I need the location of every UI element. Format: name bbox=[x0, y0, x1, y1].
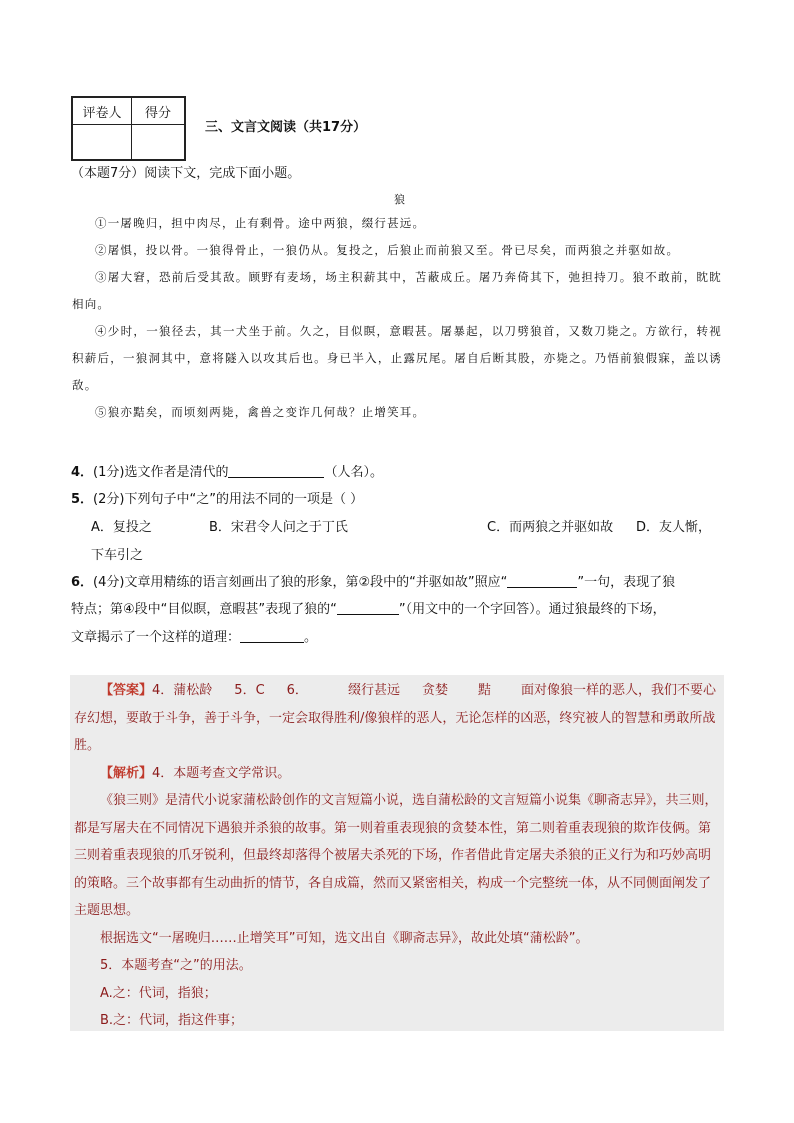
analysis-line bbox=[70, 760, 724, 788]
answer-6-3: 黠 bbox=[477, 683, 491, 698]
answer-tag: 【答案】 bbox=[100, 683, 153, 698]
answer-6-1: 缀行甚远 bbox=[347, 683, 400, 698]
option-text: 而两狼之并驱如故 bbox=[509, 520, 614, 535]
answer-blank[interactable] bbox=[337, 600, 399, 615]
analysis-4: 4．本题考查文学常识。 bbox=[152, 765, 291, 781]
option-d-continued: 下车引之 bbox=[91, 548, 144, 563]
analysis-5b: B.之：代词，指这件事； bbox=[100, 1013, 244, 1028]
answer-blank[interactable] bbox=[507, 573, 577, 588]
analysis-5: 5．本题考查“之”的用法。 bbox=[100, 958, 252, 973]
answer-4: 4．蒲松龄 bbox=[152, 683, 213, 698]
option-label: D． bbox=[636, 520, 660, 535]
analysis-body: 《狼三则》是清代小说家蒲松龄创作的文言短篇小说，选自蒲松龄的文言短篇小说集《聊斋志异》，共三则，都是写屠夫在不同情况下遇狼并杀狼的故事。第一则着重表现狼的贪婪本性，第二则着重表现狼的欺诈伎俩。第三则着重表现狼的爪牙锐利，但最终却落得个被屠夫杀死的下场，作者借此肯定屠夫杀狼的正义行为和巧妙高明的策略。三个故事都有生动曲折的情节，各自成篇，然而又紧密相关，构成一个完整统一体，从不同侧面阐发了主题思想。 bbox=[74, 793, 718, 918]
question-score: (1分) bbox=[93, 465, 125, 480]
analysis-5a: A.之：代词，指狼； bbox=[100, 985, 217, 1001]
passage-title: 狼 bbox=[394, 193, 405, 206]
question-5 bbox=[71, 488, 731, 507]
question-text: 下列句子中“之”的用法不同的一项是（ ） bbox=[124, 492, 364, 507]
question-number: 4． bbox=[71, 465, 94, 480]
question-text: （人名）。 bbox=[324, 465, 383, 480]
question-text: 。 bbox=[304, 630, 318, 645]
option-text: 宋君令人问之于丁氏 bbox=[230, 520, 348, 535]
option-label: A． bbox=[91, 520, 113, 535]
intro-text: （本题7分）阅读下文，完成下面小题。 bbox=[71, 166, 301, 181]
passage-paragraph: ⑤狼亦黠矣，而顷刻两毙，禽兽之变诈几何哉？止增笑耳。 bbox=[95, 405, 426, 419]
question-text: 文章用精练的语言刻画出了狼的形象，第②段中的“并驱如故”照应“ bbox=[124, 575, 508, 590]
question-text: ”（用文中的一个字回答）。通过狼最终的下场， bbox=[398, 602, 666, 617]
question-text: ”一句，表现了狼 bbox=[577, 575, 676, 590]
passage-paragraph: ④少时，一狼径去，其一犬坐于前。久之，目似瞑，意暇甚。屠暴起，以刀劈狼首，又数刀毙之。方欲行，转视积薪后，一狼洞其中，意将隧入以攻其后也。身已半入，止露尻尾。屠自后断其股，亦毙之。乃悟前狼假寐，盖以诱敌。 bbox=[72, 324, 722, 392]
question-text: 文章揭示了一个这样的道理： bbox=[71, 630, 241, 645]
score-table-score-header: 得分 bbox=[132, 97, 186, 125]
question-score: (2分) bbox=[93, 492, 125, 507]
question-6 bbox=[71, 571, 731, 590]
answer-6-4: 面对像狼一样的恶人，我们不要心存幻想，要敢于斗争，善于斗争，一定会取得胜利/像狼样的恶人，无论怎样的凶恶，终究被人的智慧和勇敢所战胜。 bbox=[74, 683, 716, 753]
passage-paragraph: ②屠惧，投以骨。一狼得骨止，一狼仍从。复投之，后狼止而前狼又至。骨已尽矣，而两狼之并驱如故。 bbox=[95, 243, 680, 257]
option-label: C． bbox=[487, 520, 510, 535]
passage-paragraph: ①一屠晚归，担中肉尽，止有剩骨。途中两狼，缀行甚远。 bbox=[95, 216, 426, 230]
analysis-source: 根据选文“一屠晚归……止增笑耳”可知，选文出自《聊斋志异》，故此处填“蒲松龄”。 bbox=[100, 930, 589, 946]
answer-blank[interactable] bbox=[240, 628, 304, 643]
answer-content bbox=[70, 677, 724, 1035]
option-b[interactable] bbox=[209, 516, 469, 535]
question-4 bbox=[71, 461, 731, 480]
option-text: 友人惭， bbox=[659, 520, 712, 535]
section-title: 三、文言文阅读（共17分） bbox=[205, 120, 367, 135]
score-table-score-cell[interactable] bbox=[132, 125, 186, 161]
score-table-grader-cell[interactable] bbox=[72, 125, 132, 161]
option-d[interactable] bbox=[636, 516, 726, 535]
question-number: 5． bbox=[71, 492, 94, 507]
option-text: 复投之 bbox=[112, 520, 152, 535]
score-table-grader-header: 评卷人 bbox=[72, 97, 132, 125]
answer-line bbox=[70, 677, 724, 760]
question-6-line-3 bbox=[71, 626, 731, 645]
answer-6-2: 贪婪 bbox=[421, 683, 448, 698]
question-number: 6． bbox=[71, 575, 94, 590]
passage-body bbox=[72, 210, 722, 426]
analysis-tag: 【解析】 bbox=[100, 765, 153, 781]
question-text: 选文作者是清代的 bbox=[124, 465, 229, 480]
question-6-line-2 bbox=[71, 598, 731, 617]
question-text: 特点；第④段中“目似瞑，意暇甚”表现了狼的“ bbox=[71, 602, 337, 617]
answer-5: 5．C bbox=[234, 683, 265, 698]
score-table bbox=[71, 96, 186, 161]
question-score: (4分) bbox=[93, 575, 125, 590]
answer-blank[interactable] bbox=[228, 463, 324, 478]
passage-paragraph: ③屠大窘，恐前后受其敌。顾野有麦场，场主积薪其中，苫蔽成丘。屠乃奔倚其下，弛担持刀。狼不敢前，眈眈相向。 bbox=[72, 270, 722, 311]
option-c[interactable] bbox=[487, 516, 637, 535]
option-label: B． bbox=[209, 520, 231, 535]
answer-6: 6． bbox=[286, 683, 308, 698]
